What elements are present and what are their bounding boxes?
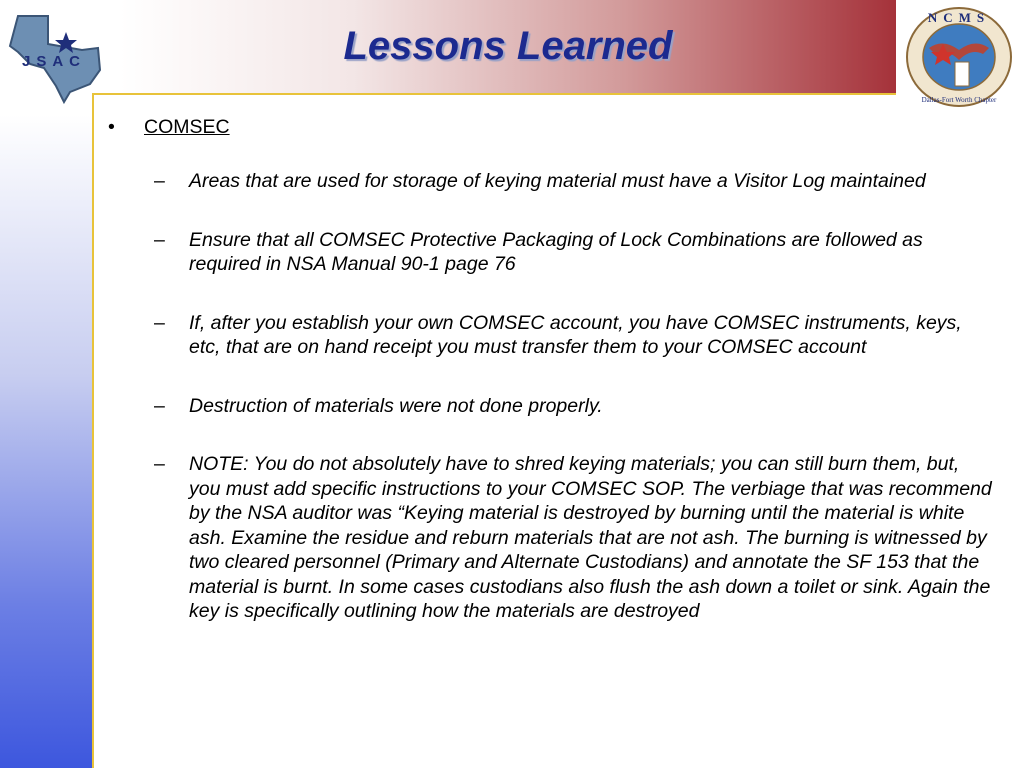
dash-icon: –	[154, 394, 165, 417]
sub-item-text: If, after you establish your own COMSEC account, you have COMSEC instruments, keys, etc, that are on hand receipt you must transfer them to your COMSEC account	[189, 311, 962, 358]
svg-text:Dallas-Fort Worth Chapter: Dallas-Fort Worth Chapter	[921, 96, 997, 104]
sub-item-text: Destruction of materials were not done properly.	[189, 394, 603, 417]
slide-content	[108, 116, 998, 658]
ncms-logo	[903, 4, 1015, 110]
svg-text:NCMS: NCMS	[927, 10, 991, 25]
left-divider	[92, 95, 94, 768]
sub-item-text: NOTE: You do not absolutely have to shred keying materials; you can still burn them, but, you must add specific instructions to your COMSEC SOP. The verbiage that was recommend by the NSA auditor was “Keying material is destroyed by burning until the material is white ash. Examine the residue and reburn materials that are not ash. The burning is witnessed by two cleared personnel (Primary and Alternate Custodians) and annotate the SF 153 that the material is burnt. In some cases custodians also flush the ash down a toilet or sink. Again the key is specifically outlining how the materials are destroyed	[189, 453, 992, 622]
sub-item-4	[154, 394, 998, 419]
left-gradient-bar	[0, 115, 92, 768]
dash-icon: –	[154, 228, 165, 251]
bullet-item	[108, 116, 998, 139]
svg-text:JSAC: JSAC	[22, 53, 87, 70]
jsac-logo-icon	[4, 6, 108, 106]
dash-icon: –	[154, 453, 165, 475]
sub-item-2	[154, 228, 998, 277]
sub-item-5	[154, 452, 998, 624]
dash-icon: –	[154, 311, 165, 334]
sub-item-1	[154, 169, 998, 194]
slide-title: Lessons Learned	[343, 24, 673, 68]
dash-icon: –	[154, 170, 165, 192]
ncms-seal-icon	[903, 4, 1015, 110]
sub-item-3	[154, 311, 998, 360]
bullet-point-icon: •	[108, 116, 115, 138]
title-divider	[92, 93, 896, 95]
bullet-text: COMSEC	[144, 116, 230, 138]
sub-item-text: Ensure that all COMSEC Protective Packaging of Lock Combinations are followed as required in NSA Manual 90-1 page 76	[189, 228, 923, 275]
sub-item-text: Areas that are used for storage of keying material must have a Visitor Log maintained	[189, 170, 926, 192]
